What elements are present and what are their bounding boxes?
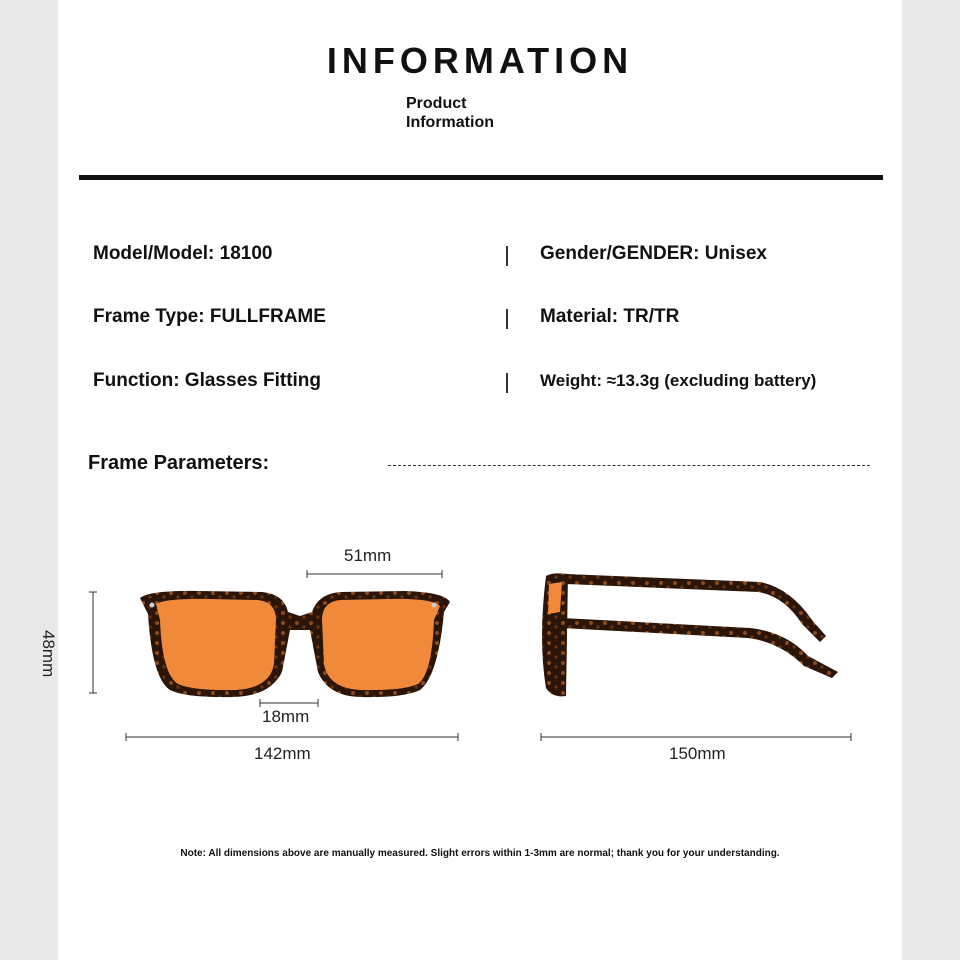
right-lens <box>322 599 440 690</box>
measurement-note: Note: All dimensions above are manually measured. Slight errors within 1-3mm are normal; thank you for your understanding. <box>180 848 780 859</box>
lens-width-label: 51mm <box>344 546 392 565</box>
side-view-glasses <box>542 573 838 696</box>
hinge-rivet <box>150 603 155 608</box>
front-view-glasses <box>140 591 450 697</box>
subtitle-line-2: Information <box>406 114 494 131</box>
spec-function: Function: Glasses Fitting <box>93 370 322 391</box>
spec-frame-type: Frame Type: FULLFRAME <box>93 306 326 327</box>
temple-length-label: 150mm <box>669 744 726 763</box>
spec-model: Model/Model: 18100 <box>93 243 273 264</box>
hinge-rivet <box>432 603 437 608</box>
left-lens <box>156 599 276 690</box>
spec-weight: Weight: ≈13.3g (excluding battery) <box>540 371 817 390</box>
page-title: INFORMATION <box>326 40 634 81</box>
spec-material: Material: TR/TR <box>540 306 680 327</box>
bridge-label: 18mm <box>262 707 310 726</box>
spec-gender: Gender/GENDER: Unisex <box>540 243 767 264</box>
subtitle-line-1: Product <box>406 95 467 112</box>
lower-temple <box>562 618 838 678</box>
lens-height-label: 48mm <box>39 630 58 678</box>
frame-parameters-heading: Frame Parameters: <box>88 452 270 474</box>
side-lens <box>548 582 562 614</box>
frame-width-label: 142mm <box>254 744 311 763</box>
